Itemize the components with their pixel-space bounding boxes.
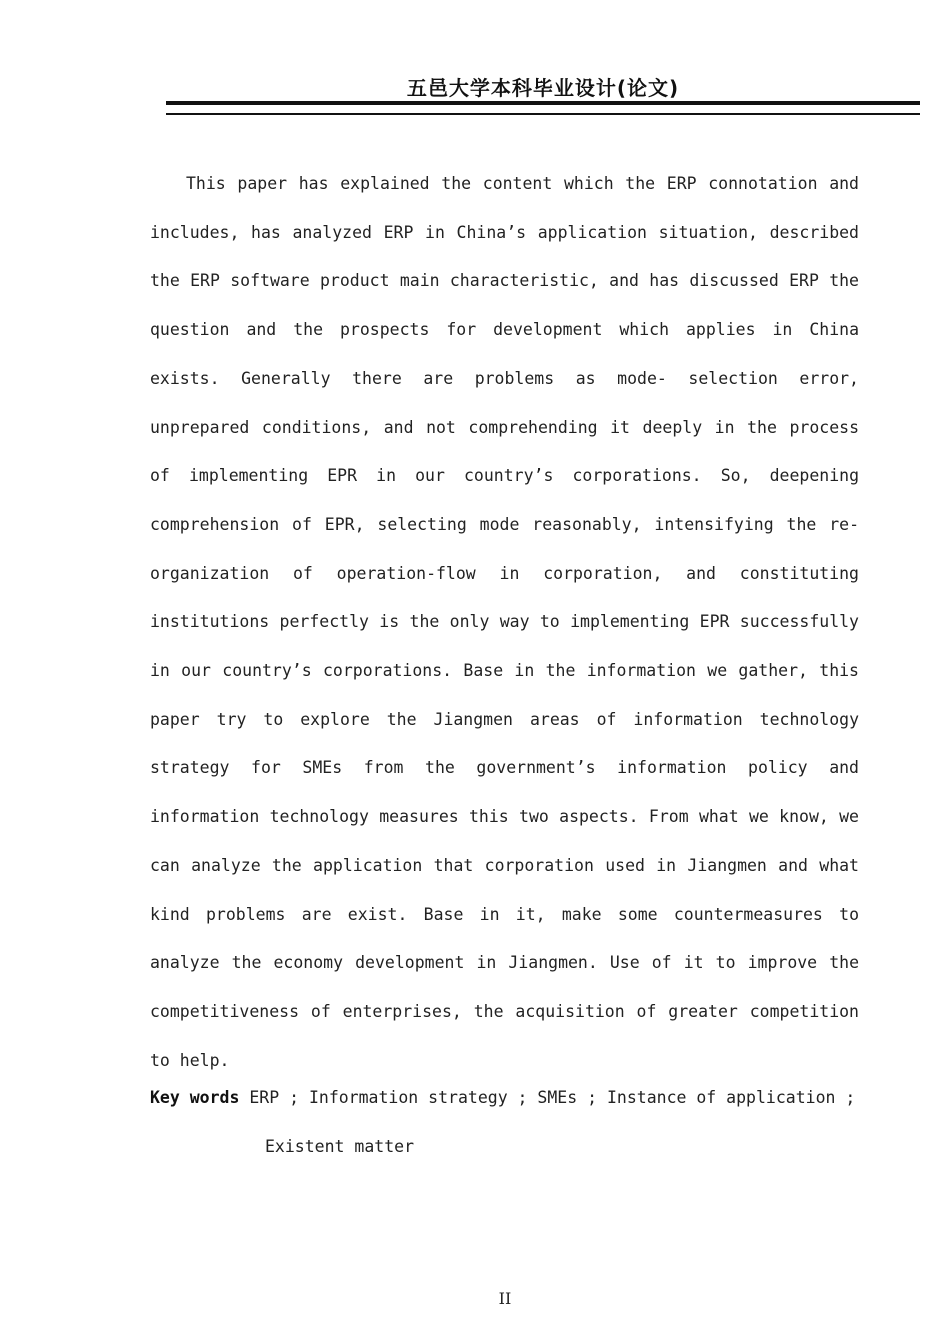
keywords-line-1 xyxy=(150,1074,859,1123)
abstract-paragraph: This paper has explained the content which the ERP connotation and includes, has analyzed ERP in China’s application situation, described the ERP software product main characteristic, and has discussed ERP the question and the prospects for development which applies in China exists. Generally there are problems as mode- selection error, unprepared conditions, and not comprehending it deeply in the process of implementing EPR in our country’s corporations. So, deepening comprehension of EPR, selecting mode reasonably, intensifying the re-organization of operation-flow in corporation, and constituting institutions perfectly is the only way to implementing EPR successfully in our country’s corporations. Base in the information we gather, this paper try to explore the Jiangmen areas of information technology strategy for SMEs from the government’s information policy and information technology measures this two aspects. From what we know, we can analyze the application that corporation used in Jiangmen and what kind problems are exist. Base in it, make some countermeasures to analyze the economy development in Jiangmen. Use of it to improve the competitiveness of enterprises, the acquisition of greater competition to help. xyxy=(150,174,859,1070)
keywords-line-2: Existent matter xyxy=(265,1136,415,1156)
keywords-section xyxy=(150,1074,859,1171)
thesis-header-title: 五邑大学本科毕业设计(论文) xyxy=(406,76,680,100)
keywords-label: Key words xyxy=(150,1088,240,1107)
header-rule-thick xyxy=(166,101,920,105)
page-number: II xyxy=(498,1289,512,1308)
keywords-list: ERP ; Information strategy ; SMEs ; Instance of application ; xyxy=(249,1088,856,1107)
header-rule-thin xyxy=(166,113,920,115)
